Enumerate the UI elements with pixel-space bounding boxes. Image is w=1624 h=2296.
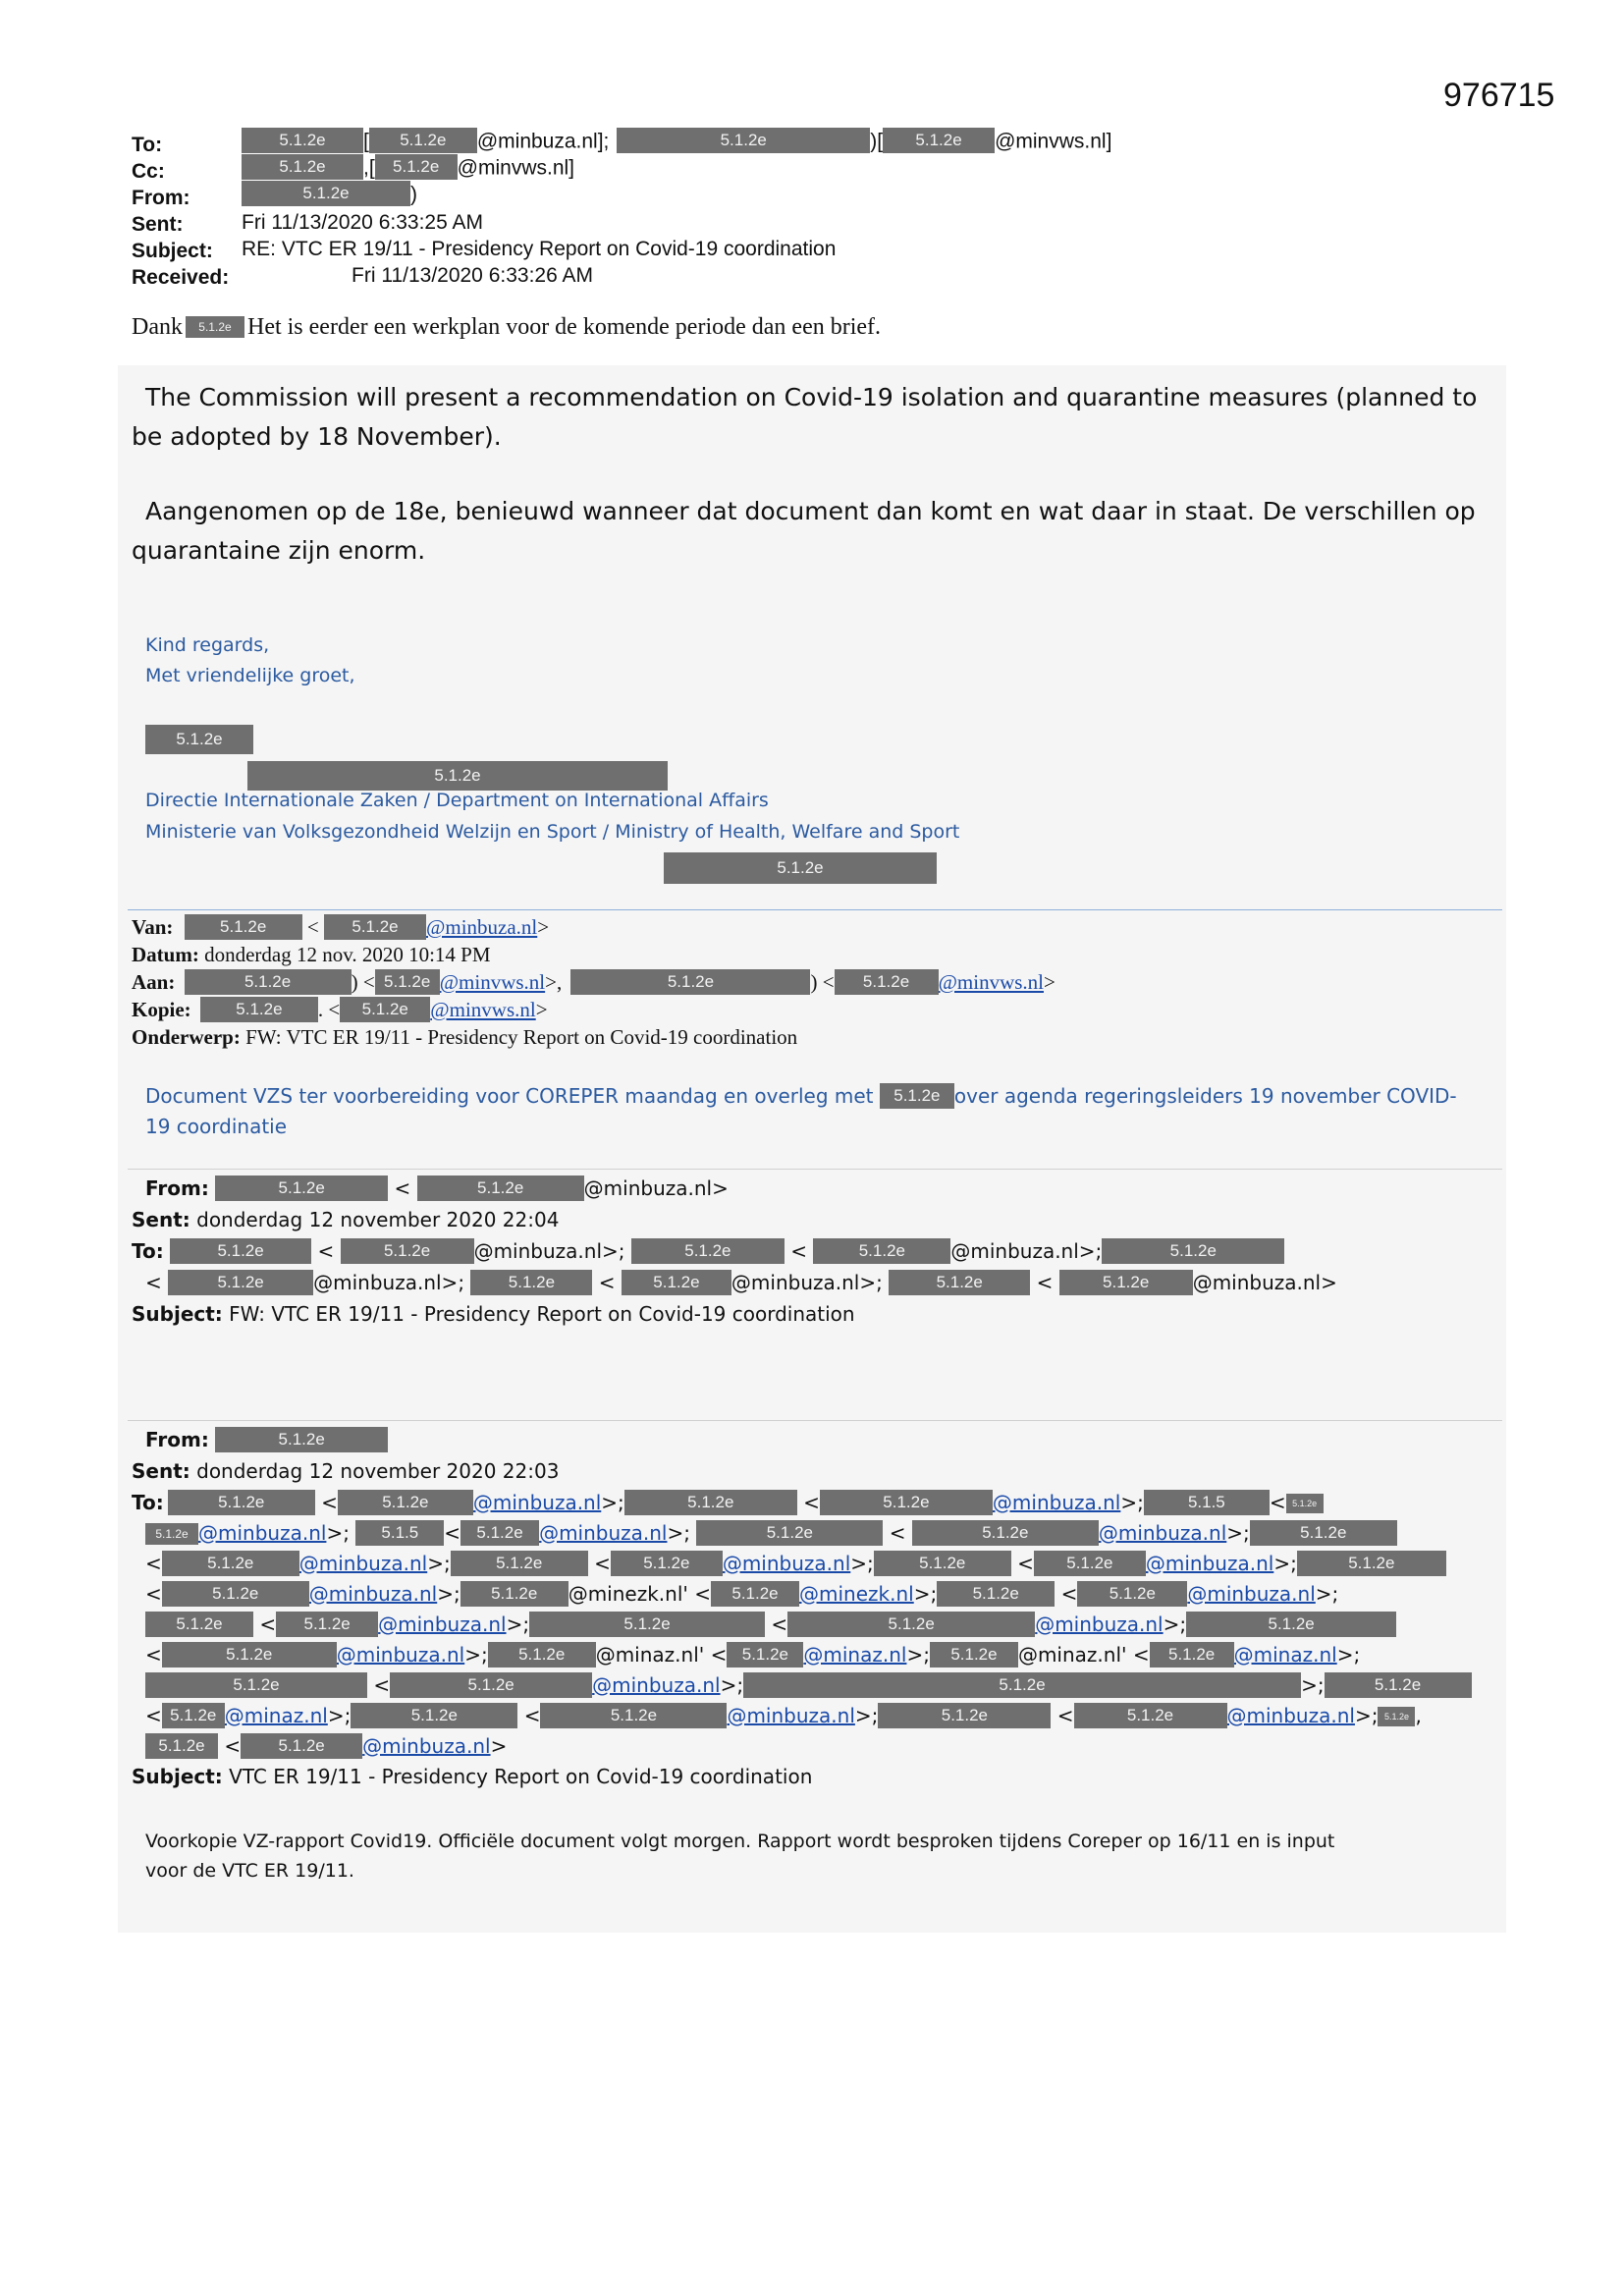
redaction-box: 5.1.2e xyxy=(488,1642,596,1667)
email4-to-line-7: 5.1.2e < 5.1.2e @minbuza.nl>; 5.1.2e >; 5.1.2e xyxy=(145,1673,1472,1700)
body-text: Het is eerder een werkplan voor de komende periode dan een brief. xyxy=(246,314,882,340)
redaction-box: 5.1.2e xyxy=(787,1612,1035,1637)
email-link[interactable]: @minbuza.nl xyxy=(426,915,538,939)
email-link[interactable]: @minaz.nl xyxy=(1233,1643,1337,1667)
subject-value: VTC ER 19/11 - Presidency Report on Covid-19 coordination xyxy=(229,1765,813,1788)
email-link[interactable]: @minbuza.nl xyxy=(592,1673,721,1697)
redaction-box: 5.1.2e xyxy=(145,1733,218,1759)
bracket-text: . < xyxy=(317,998,341,1021)
email4-body-line-2: voor de VTC ER 19/11. xyxy=(145,1860,354,1882)
bracket-text: ) < xyxy=(810,970,835,994)
bracket-text: < xyxy=(1132,1643,1150,1667)
subject-label: Subject: xyxy=(132,1765,223,1788)
email1-to-line xyxy=(242,130,1111,155)
from-label: From: xyxy=(132,187,190,209)
email2-datum-line xyxy=(132,943,491,967)
bracket-text: < xyxy=(306,915,319,939)
redaction-box: 5.1.2e xyxy=(883,128,995,153)
redaction-box: 5.1.2e xyxy=(622,1270,731,1295)
email-domain: @minvws.nl] xyxy=(457,156,575,180)
bracket-text: < xyxy=(317,1239,335,1263)
email1-sent-value: Fri 11/13/2020 6:33:25 AM xyxy=(242,211,483,234)
redaction-box: 5.1.2e xyxy=(145,1672,367,1698)
redaction-box: 5.1.2e xyxy=(460,1520,539,1546)
bracket-text: < xyxy=(1056,1704,1074,1727)
redaction-box: 5.1.2e xyxy=(338,1490,473,1515)
redaction-box: 5.1.2e xyxy=(835,969,939,995)
redaction-box: 5.1.2e xyxy=(540,1703,727,1728)
bracket-text: < xyxy=(259,1613,277,1636)
email3-subject-line xyxy=(132,1302,855,1326)
email-link[interactable]: @minezk.nl xyxy=(799,1582,914,1606)
email4-to-line-9 xyxy=(145,1734,507,1761)
redaction-box: 5.1.2e xyxy=(1034,1551,1146,1576)
divider xyxy=(128,1169,1502,1170)
body-text: over agenda regeringsleiders 19 november COVID- xyxy=(953,1084,1457,1108)
redaction-box: 5.1.2e xyxy=(185,969,352,995)
redaction-box: 5.1.2e xyxy=(1325,1672,1472,1698)
redaction-box: 5.1.2e xyxy=(162,1642,337,1667)
bracket-text: ,[ xyxy=(363,156,375,180)
email-link[interactable]: @minbuza.nl xyxy=(362,1734,491,1758)
email-link[interactable]: @minbuza.nl xyxy=(1098,1521,1227,1545)
redaction-box: 5.1.2e xyxy=(451,1551,588,1576)
redaction-box: 5.1.2e xyxy=(696,1520,883,1546)
quote-line-1: The Commission will present a recommendation on Covid-19 isolation and quarantine measures (planned to xyxy=(145,383,1478,411)
email-link[interactable]: @minbuza.nl xyxy=(727,1704,855,1727)
kopie-label: Kopie: xyxy=(132,998,191,1021)
email-link[interactable]: @minbuza.nl xyxy=(1187,1582,1316,1606)
email2-onderwerp-line xyxy=(132,1025,797,1050)
bracket-text: ) xyxy=(410,183,417,206)
email4-subject-line xyxy=(132,1765,812,1788)
signature-contact-redaction: 5.1.2e xyxy=(664,852,937,884)
email-link[interactable]: @minbuza.nl xyxy=(992,1491,1121,1514)
aan-label: Aan: xyxy=(132,970,176,994)
redaction-box: 5.1.2e xyxy=(880,1083,954,1109)
divider xyxy=(128,909,1502,910)
redaction-box: 5.1.2e xyxy=(168,1490,315,1515)
email-link[interactable]: @minvws.nl xyxy=(439,970,546,994)
email-domain: @minbuza.nl> xyxy=(1192,1271,1337,1294)
redaction-box: 5.1.2e xyxy=(1077,1581,1187,1607)
email-link[interactable]: @minbuza.nl xyxy=(722,1552,851,1575)
quote-line-2: be adopted by 18 November). xyxy=(132,422,502,451)
redaction-box: 5.1.2e xyxy=(369,128,477,153)
redaction-box: 5.1.2e xyxy=(1102,1238,1284,1264)
redaction-box: 5.1.2e xyxy=(570,969,810,995)
redaction-box: 5.1.2e xyxy=(324,914,426,940)
redaction-box: 5.1.2e xyxy=(711,1581,799,1607)
email4-from-line xyxy=(145,1428,388,1454)
bracket-text: < xyxy=(145,1704,162,1727)
bracket-text: > xyxy=(537,915,550,939)
email-link[interactable]: @minvws.nl xyxy=(430,998,536,1021)
signature-title-redaction: 5.1.2e xyxy=(247,761,668,791)
email-link[interactable]: @minaz.nl xyxy=(224,1704,328,1727)
email4-to-line-4: < 5.1.2e @minbuza.nl>; 5.1.2e @minezk.nl' < 5.1.2e @minezk.nl>; 5.1.2e < 5.1.2e @minbuza.nl>; xyxy=(145,1582,1339,1606)
redaction-box: 5.1.5 xyxy=(355,1520,444,1546)
email-domain: @minbuza.nl]; xyxy=(476,130,610,153)
redaction-box: 5.1.2e xyxy=(611,1551,723,1576)
bracket-text: [ xyxy=(363,130,369,153)
email-link[interactable]: @minbuza.nl xyxy=(378,1613,507,1636)
bracket-text: < xyxy=(394,1176,411,1200)
redaction-box: 5.1.2e xyxy=(162,1581,309,1607)
bracket-text: < xyxy=(710,1643,728,1667)
email-domain: @minbuza.nl>; xyxy=(313,1271,465,1294)
email-domain: @minaz.nl' xyxy=(1017,1643,1127,1667)
email-domain: @minezk.nl' xyxy=(568,1582,688,1606)
bracket-text: < xyxy=(444,1521,461,1545)
email3-to-line-2 xyxy=(145,1271,1337,1297)
redaction-box: 5.1.2e xyxy=(215,1427,388,1452)
reply-line-1: Aangenomen op de 18e, benieuwd wanneer dat document dan komt en wat daar in staat. De verschillen op xyxy=(145,497,1476,525)
email-link[interactable]: @minbuza.nl xyxy=(308,1582,438,1606)
redaction-box: 5.1.2e xyxy=(417,1175,584,1201)
email4-to-line-1: To: 5.1.2e < 5.1.2e @minbuza.nl>; 5.1.2e < 5.1.2e @minbuza.nl>; 5.1.5 < 5.1.2e xyxy=(132,1491,1324,1517)
bracket-text: >, xyxy=(545,970,563,994)
email2-body-line-2: 19 coordinatie xyxy=(145,1115,288,1138)
redaction-box: 5.1.2e xyxy=(1378,1707,1415,1726)
to-label: To: xyxy=(132,134,163,156)
redaction-box: 5.1.2e xyxy=(341,1238,474,1264)
bracket-text: ) < xyxy=(351,970,375,994)
redaction-box: 5.1.2e xyxy=(200,997,318,1022)
redaction-box: 5.1.2e xyxy=(375,969,440,995)
redaction-box: 5.1.2e xyxy=(813,1238,950,1264)
bracket-text: < xyxy=(1036,1271,1054,1294)
redaction-box: 5.1.2e xyxy=(912,1520,1099,1546)
body-text: Dank xyxy=(132,314,183,340)
email-link[interactable]: @minbuza.nl xyxy=(1035,1613,1164,1636)
email-domain: @minbuza.nl>; xyxy=(950,1239,1103,1263)
email2-kopie-line xyxy=(132,998,548,1024)
sent-value: donderdag 12 november 2020 22:03 xyxy=(196,1459,560,1483)
email2-van-line xyxy=(132,915,549,942)
cc-label: Cc: xyxy=(132,160,165,183)
bracket-text: < xyxy=(523,1704,541,1727)
email-domain: @minaz.nl' xyxy=(595,1643,705,1667)
email4-to-line-2: 5.1.2e @minbuza.nl>; 5.1.5 < 5.1.2e @minbuza.nl>; 5.1.2e < 5.1.2e @minbuza.nl>; 5.1.2e xyxy=(145,1521,1397,1548)
email4-to-line-3: < 5.1.2e @minbuza.nl>; 5.1.2e < 5.1.2e @minbuza.nl>; 5.1.2e < 5.1.2e @minbuza.nl>; 5.1.2e xyxy=(145,1552,1446,1578)
email-domain: @minvws.nl] xyxy=(995,130,1112,153)
email3-sent-line xyxy=(132,1208,559,1231)
van-label: Van: xyxy=(132,915,174,939)
onderwerp-value: FW: VTC ER 19/11 - Presidency Report on Covid-19 coordination xyxy=(245,1025,798,1049)
redaction-box: 5.1.2e xyxy=(1297,1551,1446,1576)
subject-label: Subject: xyxy=(132,1302,223,1326)
redaction-box: 5.1.2e xyxy=(145,1523,198,1545)
redaction-box: 5.1.2e xyxy=(460,1581,568,1607)
redaction-box: 5.1.2e xyxy=(351,1703,517,1728)
sent-value: donderdag 12 november 2020 22:04 xyxy=(196,1208,560,1231)
redaction-box: 5.1.2e xyxy=(375,154,458,180)
datum-value: donderdag 12 nov. 2020 10:14 PM xyxy=(204,943,491,966)
onderwerp-label: Onderwerp: xyxy=(132,1025,241,1049)
email-link[interactable]: @minbuza.nl xyxy=(1145,1552,1274,1575)
redaction-box: 5.1.2e xyxy=(1150,1642,1234,1667)
bracket-text: < xyxy=(1269,1491,1286,1514)
email-link[interactable]: @minbuza.nl xyxy=(1226,1704,1355,1727)
from-label: From: xyxy=(145,1428,209,1451)
email2-body-line-1 xyxy=(145,1084,1457,1111)
reply-line-2: quarantaine zijn enorm. xyxy=(132,536,426,565)
bracket-text: < xyxy=(889,1521,906,1545)
email-link[interactable]: @minbuza.nl xyxy=(298,1552,428,1575)
redaction-box: 5.1.2e xyxy=(162,1551,299,1576)
redaction-box: 5.1.2e xyxy=(617,128,870,153)
bracket-text: < xyxy=(145,1552,162,1575)
redaction-box: 5.1.2e xyxy=(1059,1270,1193,1295)
email2-aan-line xyxy=(132,970,1056,997)
bracket-text: < xyxy=(145,1271,162,1294)
redaction-box: 5.1.2e xyxy=(340,997,430,1022)
bracket-text: < xyxy=(803,1491,820,1514)
email4-to-line-6: < 5.1.2e @minbuza.nl>; 5.1.2e @minaz.nl' < 5.1.2e @minaz.nl>; 5.1.2e @minaz.nl' < 5.1.2e @minaz.nl>; xyxy=(145,1643,1361,1667)
to-label: To: xyxy=(132,1239,164,1263)
email-link[interactable]: @minaz.nl xyxy=(803,1643,907,1667)
redaction-box: 5.1.2e xyxy=(624,1490,797,1515)
bracket-text: > xyxy=(1044,970,1056,994)
redaction-box: 5.1.5 xyxy=(1144,1490,1270,1515)
subject-label: Subject: xyxy=(132,240,213,262)
bracket-text: < xyxy=(145,1643,162,1667)
email1-received-value: Fri 11/13/2020 6:33:26 AM xyxy=(352,264,593,287)
redaction-box: 5.1.2e xyxy=(930,1642,1018,1667)
to-label: To: xyxy=(132,1491,164,1514)
email3-from-line xyxy=(145,1176,729,1203)
redaction-box: 5.1.2e xyxy=(1250,1520,1397,1546)
redaction-box: 5.1.2e xyxy=(878,1703,1051,1728)
bracket-text: < xyxy=(1060,1582,1078,1606)
bracket-text: < xyxy=(694,1582,712,1606)
email-link[interactable]: @minbuza.nl xyxy=(198,1521,327,1545)
email4-sent-line xyxy=(132,1459,559,1483)
subject-value: FW: VTC ER 19/11 - Presidency Report on Covid-19 coordination xyxy=(229,1302,855,1326)
email1-body-line xyxy=(132,314,881,341)
signature-name-redaction: 5.1.2e xyxy=(145,725,253,754)
bracket-text: < xyxy=(594,1552,611,1575)
bracket-text: < xyxy=(145,1582,162,1606)
bracket-text: < xyxy=(224,1734,242,1758)
email-link[interactable]: @minbuza.nl xyxy=(539,1521,668,1545)
bracket-text: < xyxy=(598,1271,616,1294)
redaction-box: 5.1.2e xyxy=(162,1703,225,1728)
redaction-box: 5.1.2e xyxy=(1286,1494,1324,1513)
signature-greeting: Kind regards, xyxy=(145,634,270,656)
redaction-box: 5.1.2e xyxy=(170,1238,311,1264)
redaction-box: 5.1.2e xyxy=(276,1612,378,1637)
divider xyxy=(128,1420,1502,1421)
datum-label: Datum: xyxy=(132,943,199,966)
redaction-box: 5.1.2e xyxy=(727,1642,803,1667)
redaction-box: 5.1.2e xyxy=(242,181,410,206)
redaction-box: 5.1.2e xyxy=(743,1672,1301,1698)
email1-cc-line xyxy=(242,156,574,182)
email-domain: @minbuza.nl>; xyxy=(731,1271,883,1294)
redaction-box: 5.1.2e xyxy=(215,1175,388,1201)
received-label: Received: xyxy=(132,266,230,289)
bracket-text: < xyxy=(771,1613,788,1636)
from-label: From: xyxy=(145,1176,209,1200)
redaction-box: 5.1.2e xyxy=(145,1612,253,1637)
email4-to-line-8: < 5.1.2e @minaz.nl>; 5.1.2e < 5.1.2e @minbuza.nl>; 5.1.2e < 5.1.2e @minbuza.nl>; 5.1.2e , xyxy=(145,1704,1422,1727)
redaction-box: 5.1.2e xyxy=(241,1733,362,1759)
redaction-box: 5.1.2e xyxy=(470,1270,592,1295)
signature-greeting-nl: Met vriendelijke groet, xyxy=(145,665,355,686)
redaction-box: 5.1.2e xyxy=(390,1672,592,1698)
bracket-text: < xyxy=(321,1491,338,1514)
redaction-box: 5.1.2e xyxy=(185,914,302,940)
bracket-text: > xyxy=(490,1734,508,1758)
email1-header-labels xyxy=(132,132,229,291)
email4-to-line-5: 5.1.2e < 5.1.2e @minbuza.nl>; 5.1.2e < 5.1.2e @minbuza.nl>; 5.1.2e xyxy=(145,1613,1396,1639)
bracket-text: < xyxy=(1017,1552,1034,1575)
email3-to-line-1 xyxy=(132,1239,1284,1266)
bracket-text: > xyxy=(535,998,548,1021)
redaction-box: 5.1.2e xyxy=(1074,1703,1227,1728)
sent-label: Sent: xyxy=(132,1208,190,1231)
redaction-box: 5.1.2e xyxy=(874,1551,1011,1576)
email1-from-line xyxy=(242,183,417,208)
body-text: Document VZS ter voorbereiding voor COREPER maandag en overleg met xyxy=(145,1084,874,1108)
sent-label: Sent: xyxy=(132,213,184,236)
redaction-box: 5.1.2e xyxy=(529,1612,765,1637)
redaction-box: 5.1.2e xyxy=(1186,1612,1396,1637)
signature-ministry: Ministerie van Volksgezondheid Welzijn en Sport / Ministry of Health, Welfare and Sport xyxy=(145,821,960,843)
bracket-text: )[ xyxy=(870,130,884,153)
email-domain: @minbuza.nl> xyxy=(583,1176,729,1200)
email4-body-line-1: Voorkopie VZ-rapport Covid19. Officiële document volgt morgen. Rapport wordt besproken tijdens Coreper op 16/11 en is input xyxy=(145,1831,1335,1852)
email-link[interactable]: @minvws.nl xyxy=(938,970,1044,994)
redaction-box: 5.1.2e xyxy=(242,128,363,153)
redaction-box: 5.1.2e xyxy=(168,1270,313,1295)
document-number: 976715 xyxy=(1443,77,1555,114)
bracket-text: < xyxy=(373,1673,391,1697)
bracket-text: < xyxy=(790,1239,807,1263)
email1-subject-value: RE: VTC ER 19/11 - Presidency Report on Covid-19 coordination xyxy=(242,238,837,260)
redaction-box: 5.1.2e xyxy=(186,316,244,338)
email-domain: @minbuza.nl>; xyxy=(473,1239,625,1263)
redaction-box: 5.1.2e xyxy=(889,1270,1030,1295)
redaction-box: 5.1.2e xyxy=(631,1238,785,1264)
email-link[interactable]: @minbuza.nl xyxy=(472,1491,602,1514)
sent-label: Sent: xyxy=(132,1459,190,1483)
redaction-box: 5.1.2e xyxy=(937,1581,1055,1607)
email-link[interactable]: @minbuza.nl xyxy=(336,1643,465,1667)
redaction-box: 5.1.2e xyxy=(242,154,363,180)
redaction-box: 5.1.2e xyxy=(820,1490,993,1515)
signature-department: Directie Internationale Zaken / Department on International Affairs xyxy=(145,790,769,811)
